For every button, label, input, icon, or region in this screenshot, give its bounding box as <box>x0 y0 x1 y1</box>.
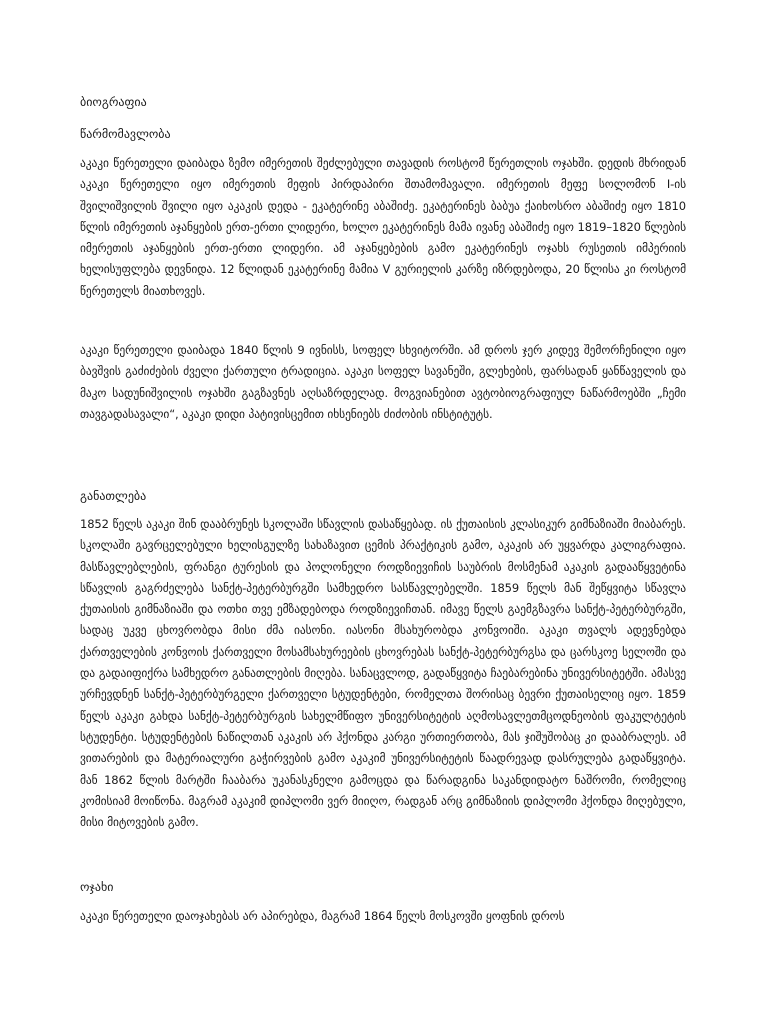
paragraph-education-1: 1852 წელს აკაკი შინ დააბრუნეს სკოლაში სწავლის დასაწყებად. ის ქუთაისის კლასიკურ გიმნაზიაში მიაბარეს. სკოლაში გავრცელებული ხელისგულზე სახაზავით ცემის პრაქტიკის გამო, აკაკის არ უყვარდა კალიგრაფია. მასწავლებლების, ფრანგი ტურესის და პოლონელი როდზიევიჩის საუბრის მოსმენამ აკაკის გადააწყვეტინა სწავლის გაგრძელება სანქტ-პეტერბურგში სამხედრო სასწავლებელში. 1859 წელს მან შეწყვიტა სწავლა ქუთაისის გიმნაზიაში და ოთხი თვე ემზადებოდა როდზიევიჩთან. იმავე წელს გაემგზავრა სანქტ-პეტერბურგში, სადაც უკვე ცხოვრობდა მისი ძმა იასონი. იასონი მსახურობდა კონვოიში. აკაკი თვალს ადევნებდა ქართველების კონვოის ქართველი მოსამსახურეების ცხოვრებას სანქტ-პეტერბურგსა და ცარსკოე სელოში და და გადაიფიქრა სამხედრო განათლების მიღება. სანაცვლოდ, გადაწყვიტა ჩაებარებინა უნივერსიტეტში. ამასვე ურჩევდნენ სანქტ-პეტერბურგელი ქართველი სტუდენტები, რომელთა შორისაც ბევრი ქუთაისელიც იყო. 1859 წელს აკაკი გახდა სანქტ-პეტერბურგის სახელმწიფო უნივერსიტეტის აღმოსავლეთმცოდნეობის ფაკულტეტის სტუდენტი. სტუდენტების ნაწილთან აკაკის არ ჰქონდა კარგი ურთიერთობა, მას ჯიშუშობაც კი დააბრალეს. ამ ვითარების და მატერიალური გაჭირვების გამო აკაკიმ უნივერსიტეტის წაადრევად დასრულება გადაწყვიტა. მან 1862 წლის მარტში ჩააბარა უკანასკნელი გამოცდა და წარადგინა საკანდიდატო ნაშრომი, რომელიც კომისიამ მოიწონა. მაგრამ აკაკიმ დიპლომი ვერ მიიღო, რადგან არც გიმნაზიის დიპლომი ჰქონდა მიღებული, მისი მიტოვების გამო. <box>80 517 686 830</box>
section-heading-family: ოჯახი <box>80 880 114 894</box>
section-heading-origin: წარმომავლობა <box>80 127 171 141</box>
paragraph-origin-1: აკაკი წერეთელი დაიბადა ზემო იმერეთის შეძლებული თავადის როსტომ წერეთლის ოჯახში. დედის მხრიდან აკაკი წერეთელი იყო იმერეთის მეფის პირდაპირი შთამომავალი. იმერეთის მეფე სოლომონ I-ის შვილიშვილის შვილი იყო აკაკის დედა - ეკატერინე აბაშიძე. ეკატერინეს ბაბუა ქაიხოსრო აბაშიძე იყო 1810 წლის იმერეთის აჯანყების ერთ-ერთი ლიდერი, ხოლო ეკატერინეს მამა ივანე აბაშიძე იყო 1819–1820 წლების იმერეთის აჯანყების ერთ-ერთი ლიდერი. ამ აჯანყებების გამო ეკატერინეს ოჯახს რუსეთის იმპერიის ხელისუფლება დევნიდა. 12 წლიდან ეკატერინე მამია V გურიელის კარზე იზრდებოდა, 20 წლისა კი როსტომ წერეთელს მიათხოვეს. <box>80 156 686 298</box>
paragraph-origin-2: აკაკი წერეთელი დაიბადა 1840 წლის 9 ივნისს, სოფელ სხვიტორში. ამ დროს ჯერ კიდევ შემორჩენილი იყო ბავშვის გაძიძების ძველი ქართული ტრადიცია. აკაკი სოფელ სავანეში, გლეხების, ფარსადან ყანწაველის და მაკო სადუნიშვილის ოჯახში გაგზავნეს აღსაზრდელად. მოგვიანებით ავტობიოგრაფიულ ნაწარმოებში „ჩემი თავგადასავალი“, აკაკი დიდი პატივისცემით იხსენიებს ძიძობის ინსტიტუტს. <box>80 343 686 421</box>
section-heading-education: განათლება <box>80 489 147 503</box>
paragraph-family-1: აკაკი წერეთელი დაოჯახებას არ აპირებდა, მაგრამ 1864 წელს მოსკოვში ყოფნის დროს <box>80 909 565 923</box>
page-title: ბიოგრაფია <box>80 95 147 109</box>
